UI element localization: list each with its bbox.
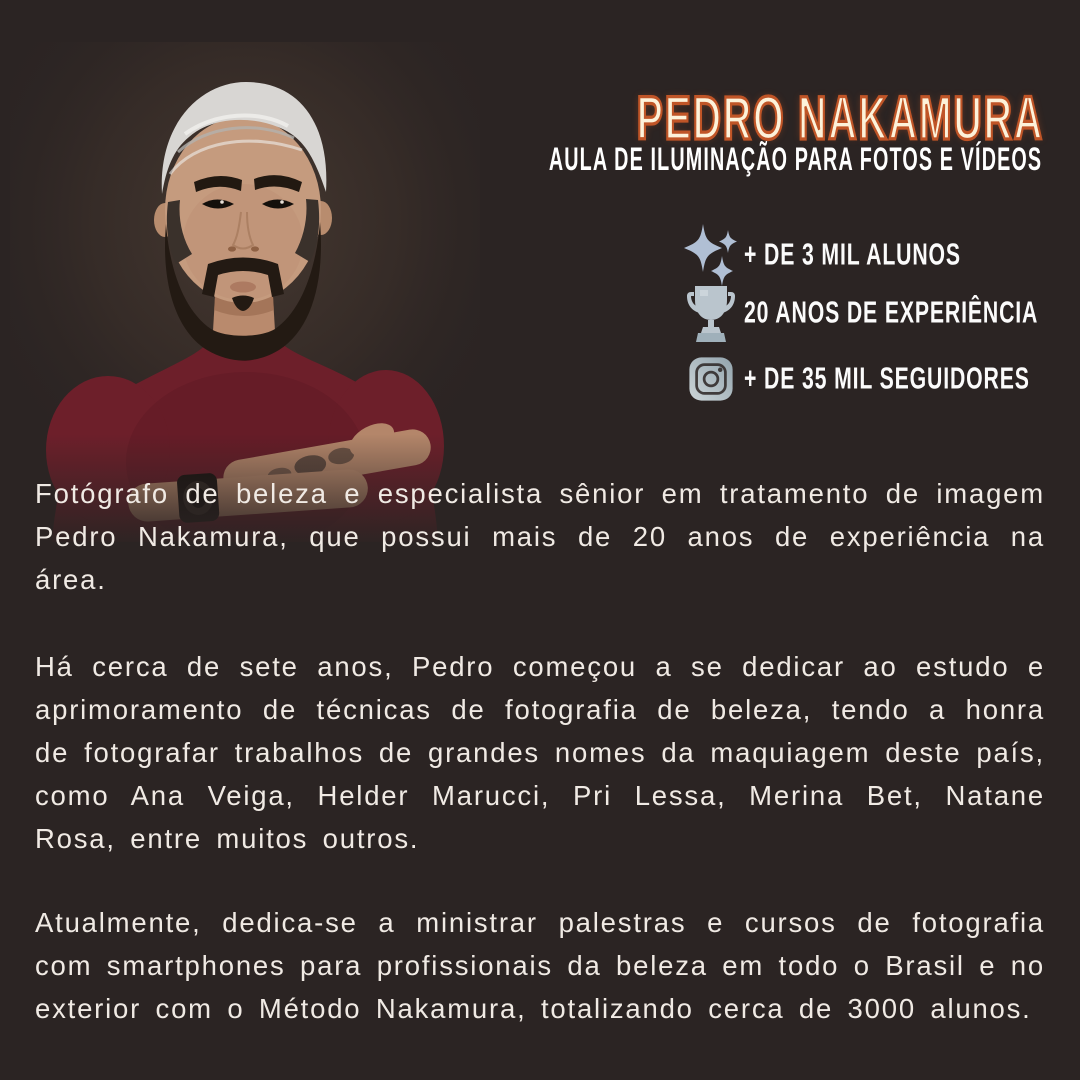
page-subtitle-text: AULA DE ILUMINAÇÃO PARA FOTOS E VÍDEOS xyxy=(548,140,1042,178)
stat-row-alunos xyxy=(678,220,999,290)
stat-label xyxy=(744,361,1080,396)
trophy-icon xyxy=(678,282,744,344)
stat-label-text: 20 ANOS DE EXPERIÊNCIA xyxy=(744,295,1039,330)
page-title xyxy=(559,82,1044,153)
page-subtitle xyxy=(393,140,1042,178)
bio-paragraph-1: Fotógrafo de beleza e especialista sênior em tratamento de imagem Pedro Nakamura, que possui mais de 20 anos de experiência na área. xyxy=(35,477,1045,595)
stat-label xyxy=(744,295,1080,330)
stat-label xyxy=(744,237,999,272)
page-title-text: PEDRO NAKAMURA xyxy=(636,83,1044,153)
bio-paragraph-2: Há cerca de sete anos, Pedro começou a se dedicar ao estudo e aprimoramento de técnicas de fotografia de beleza, tendo a honra de fotografar trabalhos de grandes nomes da maquiagem deste país, como Ana Veiga, Helder Marucci, Pri Lessa, Merina Bet, Natane Rosa, entre muitos outros. xyxy=(35,650,1045,854)
instagram-icon xyxy=(678,355,744,403)
stat-row-seguidores xyxy=(678,352,1080,406)
stat-label-text: + DE 35 MIL SEGUIDORES xyxy=(744,361,1030,396)
bio-paragraph-3: Atualmente, dedica-se a ministrar palestras e cursos de fotografia com smartphones para profissionais da beleza em todo o Brasil e no exterior com o Método Nakamura, totalizando cerca de 3000 alunos. xyxy=(35,906,1045,1024)
stat-row-experiencia xyxy=(678,281,1080,345)
sparkles-icon xyxy=(678,222,744,288)
portrait-photo xyxy=(10,42,480,542)
stat-label-text: + DE 3 MIL ALUNOS xyxy=(744,237,961,272)
